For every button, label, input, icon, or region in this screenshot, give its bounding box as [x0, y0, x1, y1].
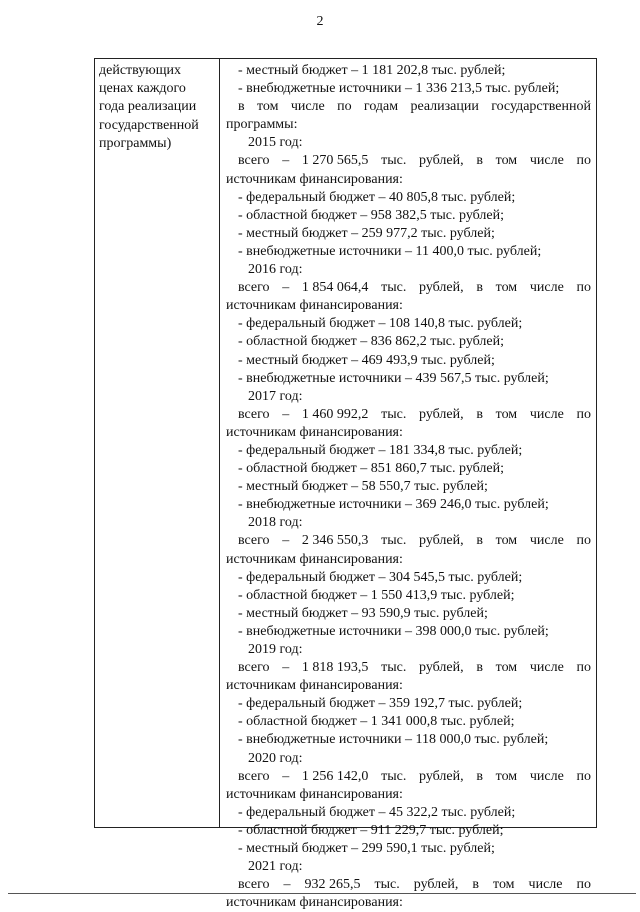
funding-source-item: - местный бюджет – 469 493,9 тыс. рублей;: [238, 352, 495, 368]
year-heading: 2016 год:: [248, 262, 303, 278]
total-word: 1 460 992,2: [301, 406, 369, 422]
total-word: рублей,: [419, 660, 464, 676]
total-word: том: [495, 153, 518, 169]
total-word: рублей,: [419, 280, 464, 296]
funding-source-item: - внебюджетные источники – 398 000,0 тыс. рублей;: [238, 623, 549, 639]
total-word: том: [495, 533, 518, 549]
funding-source-item: - внебюджетные источники – 11 400,0 тыс. рублей;: [238, 243, 542, 259]
intro-word: годам: [363, 99, 399, 115]
funding-source-item: - областной бюджет – 911 229,7 тыс. рублей;: [238, 822, 504, 838]
total-word: 1 854 064,4: [301, 280, 369, 296]
year-total-line: [226, 768, 591, 786]
total-word: числе: [529, 533, 564, 549]
funding-source-item: - федеральный бюджет – 45 322,2 тыс. рублей;: [238, 804, 516, 820]
intro-word: государственной: [491, 99, 591, 115]
left-cell-line: программы): [99, 135, 172, 151]
year-heading: 2021 год:: [248, 859, 303, 875]
sources-label: источникам финансирования:: [226, 171, 403, 187]
total-word: 1 270 565,5: [301, 153, 369, 169]
year-heading: 2020 год:: [248, 750, 303, 766]
year-block: [226, 388, 591, 515]
funding-source-item: - областной бюджет – 958 382,5 тыс. рублей;: [238, 207, 504, 223]
total-word: рублей,: [413, 877, 459, 893]
local-budget-total: - местный бюджет – 1 181 202,8 тыс. рублей;: [238, 63, 506, 78]
total-word: том: [493, 877, 515, 893]
total-word: тыс.: [374, 877, 400, 893]
total-word: всего: [238, 153, 270, 169]
total-word: в: [476, 280, 483, 296]
total-word: по: [576, 280, 591, 296]
total-word: том: [495, 280, 518, 296]
total-word: в: [476, 768, 483, 784]
year-total-line: [226, 659, 591, 677]
sources-label: источникам финансирования:: [226, 678, 403, 694]
year-block: [226, 750, 591, 859]
intro-word: в: [238, 99, 245, 115]
funding-source-item: - местный бюджет – 58 550,7 тыс. рублей;: [238, 479, 488, 495]
total-word: числе: [529, 660, 564, 676]
year-total-line: [226, 152, 591, 170]
total-word: всего: [238, 533, 270, 549]
year-heading: 2017 год:: [248, 388, 303, 404]
total-word: –: [282, 768, 290, 784]
column-divider: [219, 59, 220, 827]
sources-label: источникам финансирования:: [226, 895, 403, 911]
intro-word: числе: [290, 99, 325, 115]
year-block: [226, 261, 591, 388]
funding-source-item: - областной бюджет – 851 860,7 тыс. рублей;: [238, 461, 504, 477]
sources-label: источникам финансирования:: [226, 551, 403, 567]
total-word: том: [495, 768, 518, 784]
total-word: в: [476, 153, 483, 169]
intro-word: реализации: [410, 99, 479, 115]
total-word: 932 265,5: [304, 877, 361, 893]
bottom-rule: [8, 893, 636, 894]
total-word: всего: [238, 406, 270, 422]
left-cell-line: действующих: [99, 63, 182, 78]
total-word: всего: [238, 768, 270, 784]
funding-source-item: - областной бюджет – 1 550 413,9 тыс. рублей;: [238, 587, 515, 603]
total-word: –: [283, 877, 291, 893]
total-word: всего: [238, 280, 270, 296]
total-word: том: [495, 660, 518, 676]
total-word: тыс.: [381, 533, 407, 549]
total-word: рублей,: [419, 406, 464, 422]
by-year-intro-line: [226, 98, 591, 116]
extra-budget-total: - внебюджетные источники – 1 336 213,5 тыс. рублей;: [238, 81, 560, 97]
funding-source-item: - федеральный бюджет – 359 192,7 тыс. рублей;: [238, 696, 523, 712]
total-word: в: [476, 533, 483, 549]
funding-source-item: - федеральный бюджет – 304 545,5 тыс. рублей;: [238, 569, 523, 585]
total-word: тыс.: [381, 280, 407, 296]
sources-label: источникам финансирования:: [226, 298, 403, 314]
total-word: по: [576, 406, 591, 422]
total-word: всего: [238, 660, 270, 676]
year-block: [226, 858, 591, 912]
funding-table: [94, 58, 597, 911]
funding-source-item: - федеральный бюджет – 40 805,8 тыс. рублей;: [238, 189, 516, 205]
total-word: –: [282, 153, 290, 169]
total-word: в: [476, 406, 483, 422]
total-word: числе: [529, 406, 564, 422]
total-word: по: [576, 768, 591, 784]
funding-source-item: - федеральный бюджет – 108 140,8 тыс. рублей;: [238, 316, 523, 332]
total-word: числе: [529, 768, 564, 784]
left-cell-line: ценах каждого: [99, 81, 186, 97]
year-block: [226, 514, 591, 641]
funding-source-item: - внебюджетные источники – 439 567,5 тыс. рублей;: [238, 370, 549, 386]
total-word: тыс.: [381, 660, 407, 676]
year-heading: 2019 год:: [248, 642, 303, 657]
left-cell-line: государственной: [99, 117, 199, 133]
funding-source-item: - местный бюджет – 93 590,9 тыс. рублей;: [238, 605, 488, 621]
intro-word: по: [337, 99, 352, 115]
sources-label: источникам финансирования:: [226, 424, 403, 440]
total-word: –: [282, 660, 290, 676]
left-cell-line: года реализации: [99, 99, 197, 115]
funding-source-item: - областной бюджет – 836 862,2 тыс. рублей;: [238, 334, 504, 350]
year-heading: 2015 год:: [248, 135, 303, 151]
total-word: рублей,: [419, 768, 464, 784]
year-total-line: [226, 406, 591, 424]
years-list: [226, 134, 591, 912]
total-word: –: [282, 406, 290, 422]
year-total-line: [226, 279, 591, 297]
funding-source-item: - внебюджетные источники – 118 000,0 тыс. рублей;: [238, 732, 549, 748]
total-word: рублей,: [419, 153, 464, 169]
total-word: по: [576, 877, 591, 893]
year-heading: 2018 год:: [248, 515, 303, 531]
total-word: тыс.: [381, 153, 407, 169]
total-word: 1 818 193,5: [301, 660, 369, 676]
total-word: 1 256 142,0: [301, 768, 369, 784]
total-word: в: [476, 660, 483, 676]
year-total-line: [226, 532, 591, 550]
total-word: –: [282, 280, 290, 296]
funding-source-item: - федеральный бюджет – 181 334,8 тыс. рублей;: [238, 442, 523, 458]
total-word: числе: [529, 280, 564, 296]
funding-source-item: - внебюджетные источники – 369 246,0 тыс. рублей;: [238, 497, 549, 513]
year-block: [226, 641, 591, 750]
page-number: 2: [316, 14, 324, 29]
total-word: тыс.: [381, 406, 407, 422]
year-total-line: [226, 876, 591, 894]
total-word: всего: [238, 877, 270, 893]
total-word: 2 346 550,3: [301, 533, 369, 549]
total-word: по: [576, 533, 591, 549]
total-word: –: [282, 533, 290, 549]
intro-word: том: [256, 99, 279, 115]
total-word: в: [472, 877, 480, 893]
left-cell: [99, 62, 217, 153]
funding-source-item: - областной бюджет – 1 341 000,8 тыс. рублей;: [238, 714, 515, 730]
right-cell: [226, 62, 591, 912]
total-word: числе: [529, 153, 564, 169]
total-word: числе: [528, 877, 563, 893]
sources-label: источникам финансирования:: [226, 786, 403, 802]
total-word: тыс.: [381, 768, 407, 784]
year-block: [226, 134, 591, 261]
by-year-intro-cont: программы:: [226, 117, 298, 133]
total-word: по: [576, 660, 591, 676]
total-word: рублей,: [419, 533, 464, 549]
funding-source-item: - местный бюджет – 259 977,2 тыс. рублей;: [238, 225, 495, 241]
total-word: по: [576, 153, 591, 169]
total-word: том: [495, 406, 518, 422]
funding-source-item: - местный бюджет – 299 590,1 тыс. рублей;: [238, 841, 495, 857]
